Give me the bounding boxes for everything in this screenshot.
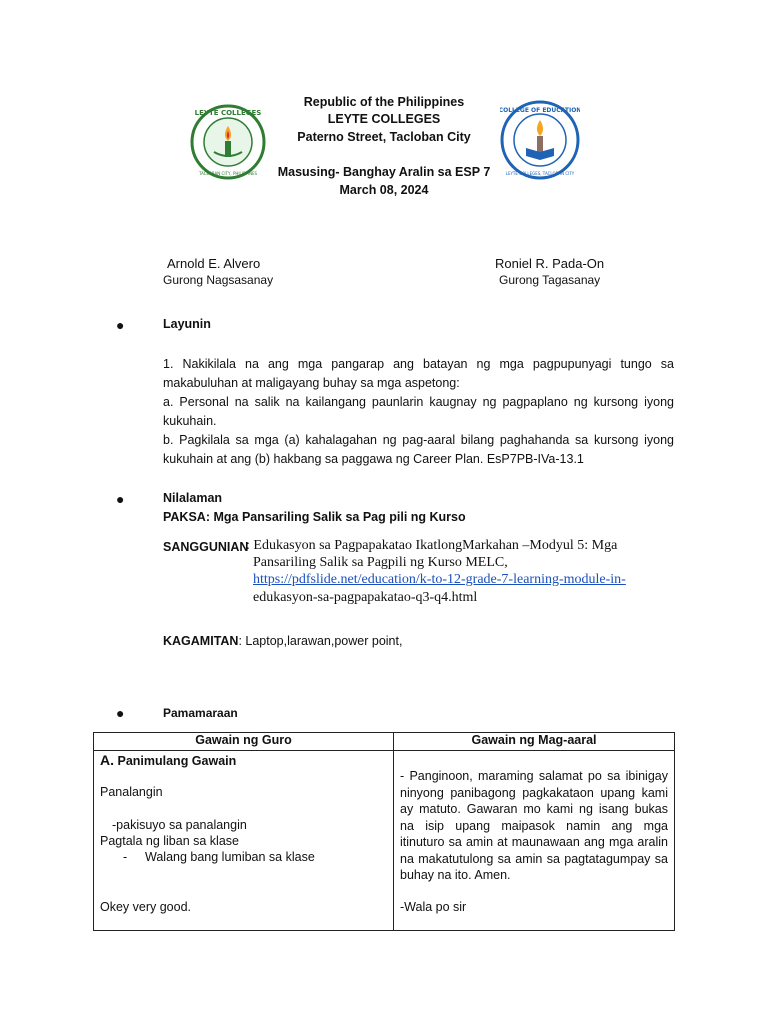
- column-header-teacher: Gawain ng Guro: [94, 733, 394, 751]
- teacher-okey: Okey very good.: [100, 900, 192, 914]
- sanggunian-label: SANGGUNIAN: [163, 540, 249, 554]
- teacher-pakisuyo: -pakisuyo sa panalangin: [112, 818, 247, 832]
- teacher-name: Arnold E. Alvero: [167, 256, 261, 271]
- procedure-table: [93, 732, 675, 931]
- layunin-item-1: 1. Nakikilala na ang mga pangarap ang batayan ng mga pagpupunyagi tungo sa makabuluhan at maligayang buhay sa mga aspetong:: [163, 357, 674, 390]
- table-row: [94, 751, 675, 931]
- layunin-heading: Layunin: [163, 317, 211, 331]
- leyte-logo-text: LEYTE COLLEGES: [194, 109, 262, 117]
- teacher-pagtala: Pagtala ng liban sa klase: [100, 834, 239, 848]
- leyte-colleges-logo: [190, 104, 266, 180]
- header-republic: Republic of the Philippines: [303, 95, 465, 109]
- nilalaman-heading: Nilalaman: [163, 491, 223, 505]
- layunin-item-b: b. Pagkilala sa mga (a) kahalagahan ng pag-aaral bilang paghahanda sa kursong iyong kukuhain at ang (b) hakbang sa paggawa ng Career Plan. EsP7PB-IVa-13.1: [163, 433, 674, 466]
- section-title: Panimulang Gawain: [117, 754, 237, 768]
- bullet-icon: ●: [116, 317, 125, 333]
- coe-logo-text: COLLEGE OF EDUCATION: [500, 107, 580, 114]
- college-of-education-logo: [500, 100, 580, 180]
- sanggunian-line-2: Pansariling Salik sa Pagpili ng Kurso MELC,: [253, 555, 508, 570]
- coe-logo-subtext: LEYTE COLLEGES, TACLOBAN CITY: [505, 171, 575, 176]
- teacher-panalangin: Panalangin: [100, 785, 163, 799]
- student-wala: -Wala po sir: [400, 900, 467, 914]
- sanggunian-line-1: : Edukasyon sa Pagpapakatao IkatlongMarkahan –Modyul 5: Mga: [246, 538, 618, 553]
- layunin-item-a: a. Personal na salik na kailangang paunlarin kaugnay ng pagpaplano ng kursong iyong kukuhain.: [163, 395, 674, 428]
- bullet-icon: ●: [116, 705, 125, 721]
- student-cell: [394, 751, 675, 931]
- kagamitan-label: KAGAMITAN: [163, 634, 239, 648]
- bullet-icon: ●: [116, 491, 125, 507]
- plan-date: March 08, 2024: [339, 183, 429, 197]
- paksa-value: : Mga Pansariling Salik sa Pag pili ng Kurso: [205, 510, 466, 524]
- teacher-lumiban-dash: -: [123, 850, 128, 864]
- student-prayer: - Panginoon, maraming salamat po sa ibinigay ninyong panibagong pagkakataon upang kami ay matuto. Gawaran mo kami ng isang bukas na isip upang maipasok namin ang mga itinuturo sa amin at maunawaan ang mga aralin na makatutulong sa amin sa pagtatagumpay sa buhay na ito. Amen.: [400, 769, 668, 882]
- kagamitan-line: [163, 634, 402, 648]
- sanggunian-link[interactable]: https://pdfslide.net/education/k-to-12-grade-7-learning-module-in-: [253, 572, 626, 587]
- kagamitan-value: : Laptop,larawan,power point,: [238, 634, 403, 648]
- paksa-line: [163, 510, 466, 524]
- teacher-lumiban: Walang bang lumiban sa klase: [145, 850, 315, 864]
- header-address: Paterno Street, Tacloban City: [297, 130, 471, 144]
- teacher-role: Gurong Nagsasanay: [163, 273, 274, 287]
- header-school: LEYTE COLLEGES: [327, 112, 441, 126]
- leyte-logo-subtext: TACLOBAN CITY, PHILIPPINES: [198, 171, 258, 176]
- pamamaraan-heading: Pamamaraan: [163, 706, 238, 720]
- paksa-label: PAKSA: [163, 510, 206, 524]
- column-header-student: Gawain ng Mag-aaral: [394, 733, 675, 751]
- supervisor-role: Gurong Tagasanay: [499, 273, 601, 287]
- supervisor-name: Roniel R. Pada-On: [495, 256, 605, 271]
- plan-title: Masusing- Banghay Aralin sa ESP 7: [277, 165, 491, 179]
- sanggunian-line-4: edukasyon-sa-pagpapakatao-q3-q4.html: [253, 590, 478, 605]
- section-letter: A.: [100, 752, 114, 768]
- teacher-cell: [94, 751, 394, 931]
- section-heading: [100, 752, 236, 768]
